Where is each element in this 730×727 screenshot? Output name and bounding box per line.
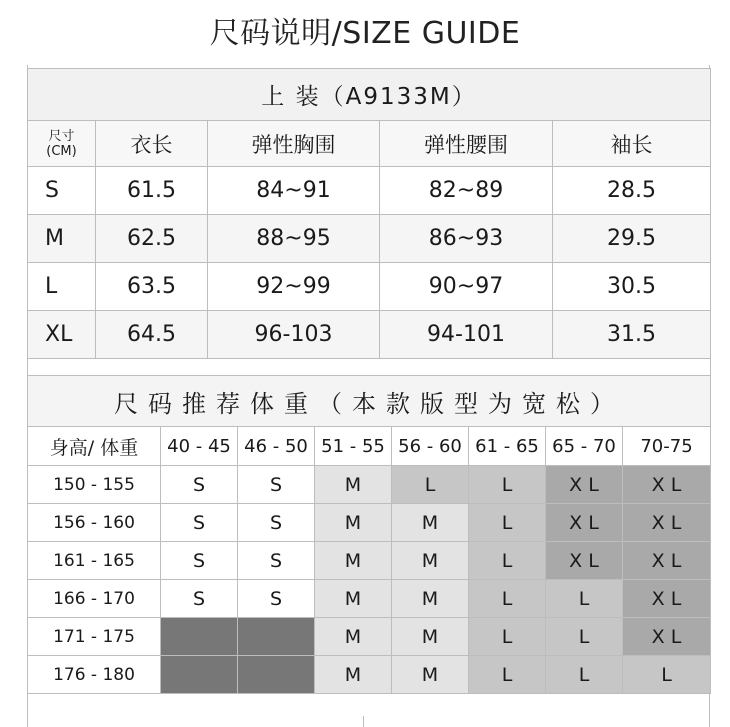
weight-range-header: 70-75 <box>623 427 711 466</box>
table-row <box>28 504 711 542</box>
size-recommendation-cell: M <box>315 580 392 618</box>
sleeve-cell: 28.5 <box>553 167 711 215</box>
weight-range-header: 40 - 45 <box>161 427 238 466</box>
weight-range-header: 51 - 55 <box>315 427 392 466</box>
size-recommendation-cell: M <box>392 580 469 618</box>
table-row <box>28 215 711 263</box>
size-unit-header <box>28 121 96 167</box>
table-row <box>28 311 711 359</box>
length-header: 衣长 <box>96 121 208 167</box>
size-recommendation-cell: X L <box>623 504 711 542</box>
table-row <box>28 263 711 311</box>
garment-table-column-headers <box>28 121 711 167</box>
size-recommendation-cell: M <box>315 504 392 542</box>
size-cell: XL <box>28 311 96 359</box>
size-recommendation-cell <box>238 656 315 694</box>
length-cell: 62.5 <box>96 215 208 263</box>
weight-range-header: 46 - 50 <box>238 427 315 466</box>
height-range-cell: 176 - 180 <box>28 656 161 694</box>
chest-cell: 96-103 <box>208 311 380 359</box>
chest-cell: 92~99 <box>208 263 380 311</box>
size-recommendation-cell: M <box>315 466 392 504</box>
size-recommendation-cell: S <box>161 580 238 618</box>
length-cell: 64.5 <box>96 311 208 359</box>
sleeve-header: 袖长 <box>553 121 711 167</box>
length-cell: 63.5 <box>96 263 208 311</box>
height-weight-header: 身高/ 体重 <box>28 427 161 466</box>
size-recommendation-cell: M <box>392 656 469 694</box>
size-unit-label: 尺寸 (CM) <box>46 128 77 159</box>
weight-range-header: 56 - 60 <box>392 427 469 466</box>
weight-recommendation-table <box>27 375 711 694</box>
size-recommendation-cell <box>161 656 238 694</box>
size-recommendation-cell: M <box>315 542 392 580</box>
sleeve-cell: 30.5 <box>553 263 711 311</box>
chest-cell: 88~95 <box>208 215 380 263</box>
height-range-cell: 166 - 170 <box>28 580 161 618</box>
divider <box>363 716 364 727</box>
length-cell: 61.5 <box>96 167 208 215</box>
size-recommendation-cell: L <box>469 504 546 542</box>
weight-table-column-headers <box>28 427 711 466</box>
size-recommendation-cell: X L <box>546 466 623 504</box>
table-row <box>28 580 711 618</box>
table-row <box>28 167 711 215</box>
table-row <box>28 466 711 504</box>
sleeve-cell: 31.5 <box>553 311 711 359</box>
size-recommendation-cell: L <box>546 656 623 694</box>
size-recommendation-cell: L <box>469 542 546 580</box>
size-recommendation-cell: X L <box>546 504 623 542</box>
weight-range-header: 61 - 65 <box>469 427 546 466</box>
sleeve-cell: 29.5 <box>553 215 711 263</box>
size-recommendation-cell: M <box>392 504 469 542</box>
size-recommendation-cell: S <box>161 542 238 580</box>
size-recommendation-cell: S <box>161 466 238 504</box>
size-cell: S <box>28 167 96 215</box>
waist-cell: 82~89 <box>380 167 553 215</box>
size-recommendation-cell: M <box>392 618 469 656</box>
table-row <box>28 542 711 580</box>
size-recommendation-cell <box>238 618 315 656</box>
size-recommendation-cell: L <box>392 466 469 504</box>
waist-cell: 90~97 <box>380 263 553 311</box>
chest-header: 弹性胸围 <box>208 121 380 167</box>
waist-cell: 94-101 <box>380 311 553 359</box>
weight-range-header: 65 - 70 <box>546 427 623 466</box>
size-recommendation-cell: S <box>238 542 315 580</box>
garment-table-header: 上 装（A9133M） <box>28 69 711 121</box>
size-recommendation-cell: S <box>238 504 315 542</box>
chest-cell: 84~91 <box>208 167 380 215</box>
table-row <box>28 656 711 694</box>
size-recommendation-cell: L <box>469 656 546 694</box>
height-range-cell: 161 - 165 <box>28 542 161 580</box>
size-recommendation-cell: X L <box>623 542 711 580</box>
table-row <box>28 618 711 656</box>
size-recommendation-cell: M <box>315 618 392 656</box>
size-cell: M <box>28 215 96 263</box>
height-range-cell: 150 - 155 <box>28 466 161 504</box>
size-recommendation-cell: L <box>546 618 623 656</box>
size-recommendation-cell: L <box>469 466 546 504</box>
size-recommendation-cell: X L <box>623 466 711 504</box>
size-recommendation-cell: X L <box>623 618 711 656</box>
height-range-cell: 171 - 175 <box>28 618 161 656</box>
weight-table-header: 尺码推荐体重（本款版型为宽松） <box>28 376 711 427</box>
size-recommendation-cell: M <box>392 542 469 580</box>
waist-cell: 86~93 <box>380 215 553 263</box>
page-title: 尺码说明/SIZE GUIDE <box>209 16 521 51</box>
waist-header: 弹性腰围 <box>380 121 553 167</box>
size-recommendation-cell: L <box>546 580 623 618</box>
size-recommendation-cell: X L <box>546 542 623 580</box>
garment-size-table <box>27 68 711 380</box>
size-recommendation-cell: L <box>469 618 546 656</box>
size-recommendation-cell: S <box>238 580 315 618</box>
size-recommendation-cell: X L <box>623 580 711 618</box>
height-range-cell: 156 - 160 <box>28 504 161 542</box>
size-recommendation-cell: L <box>469 580 546 618</box>
size-cell: L <box>28 263 96 311</box>
size-recommendation-cell: M <box>315 656 392 694</box>
size-recommendation-cell <box>161 618 238 656</box>
size-recommendation-cell: S <box>161 504 238 542</box>
size-recommendation-cell: S <box>238 466 315 504</box>
size-recommendation-cell: L <box>623 656 711 694</box>
